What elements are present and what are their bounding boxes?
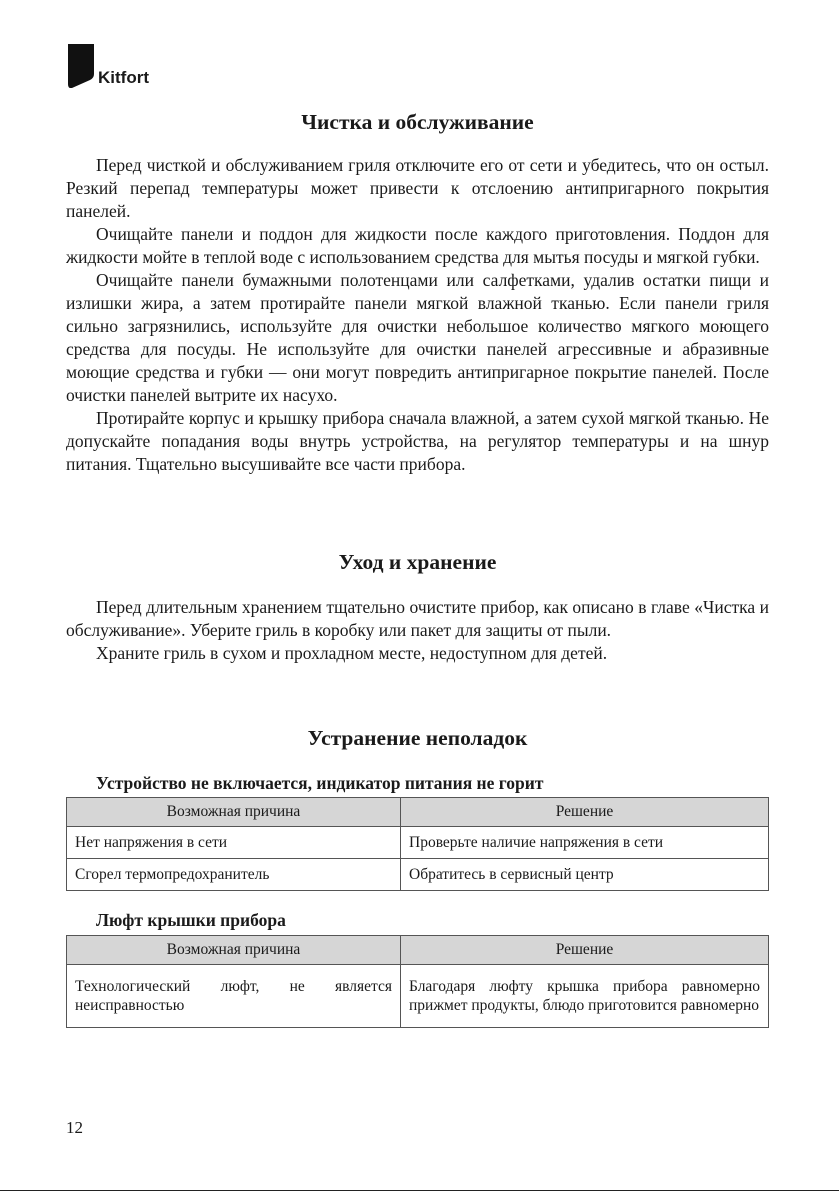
- table-row: [67, 965, 769, 1028]
- cleaning-title: Чистка и обслуживание: [301, 110, 534, 134]
- solution-cell: Проверьте наличие напряжения в сети: [401, 827, 769, 859]
- cleaning-paragraph: Очищайте панели и поддон для жидкости после каждого приготовления. Поддон для жидкости мойте в теплой воде с использованием средства для мытья посуды и мягкой губки.: [66, 224, 769, 267]
- column-header-cause: Возможная причина: [67, 798, 401, 827]
- table-row: [67, 859, 769, 891]
- cleaning-paragraph: Очищайте панели бумажными полотенцами или салфетками, удалив остатки пищи и излишки жира, а затем протирайте панели мягкой влажной тканью. Если панели гриля сильно загрязнились, используйте для очистки небольшое количество мягкого моющего средства для посуды. Не используйте для очистки панелей агрессивные и абразивные моющие средства и губки — они могут повредить антипригарное покрытие панелей. После очистки панелей вытрите их насухо.: [66, 270, 769, 405]
- cause-cell: Нет напряжения в сети: [67, 827, 401, 859]
- troubleshooting-table: [66, 797, 769, 891]
- problem-block-lid: [66, 909, 769, 1028]
- storage-body: [66, 596, 769, 665]
- column-header-cause: Возможная причина: [67, 936, 401, 965]
- kitfort-mark-icon: [66, 44, 96, 88]
- troubleshooting-title: Устранение неполадок: [307, 726, 528, 750]
- solution-cell: Благодаря люфту крышка прибора равномерно прижмет продукты, блюдо приготовится равномерно: [401, 965, 769, 1028]
- troubleshooting-section: [66, 724, 769, 752]
- solution-cell: Обратитесь в сервисный центр: [401, 859, 769, 891]
- table-header-row: [67, 798, 769, 827]
- cause-cell: Технологический люфт, не является неисправностью: [67, 965, 401, 1028]
- column-header-solution: Решение: [401, 936, 769, 965]
- brand-logo: [66, 44, 149, 88]
- cleaning-section: [66, 108, 769, 136]
- column-header-solution: Решение: [401, 798, 769, 827]
- problem-heading: Люфт крышки прибора: [96, 910, 286, 930]
- cleaning-paragraph: Протирайте корпус и крышку прибора сначала влажной, а затем сухой мягкой тканью. Не допускайте попадания воды внутрь устройства, на регулятор температуры и на шнур питания. Тщательно высушивайте все части прибора.: [66, 408, 769, 474]
- cause-cell: Сгорел термопредохранитель: [67, 859, 401, 891]
- page-number: 12: [66, 1118, 83, 1137]
- troubleshooting-table: [66, 935, 769, 1028]
- cleaning-paragraph: Перед чисткой и обслуживанием гриля отключите его от сети и убедитесь, что он остыл. Резкий перепад температуры может привести к отслоению антипригарного покрытия панелей.: [66, 155, 769, 221]
- problem-block-power: [66, 772, 769, 891]
- table-row: [67, 827, 769, 859]
- brand-name: Kitfort: [98, 68, 149, 87]
- problem-heading: Устройство не включается, индикатор питания не горит: [96, 773, 544, 793]
- table-header-row: [67, 936, 769, 965]
- bottom-rule: [0, 1190, 839, 1191]
- storage-section: [66, 548, 769, 576]
- cleaning-body: [66, 154, 769, 476]
- storage-paragraph: Храните гриль в сухом и прохладном месте, недоступном для детей.: [96, 643, 608, 663]
- storage-title: Уход и хранение: [338, 550, 497, 574]
- storage-paragraph: Перед длительным хранением тщательно очистите прибор, как описано в главе «Чистка и обслуживание». Уберите гриль в коробку или пакет для защиты от пыли.: [66, 597, 769, 640]
